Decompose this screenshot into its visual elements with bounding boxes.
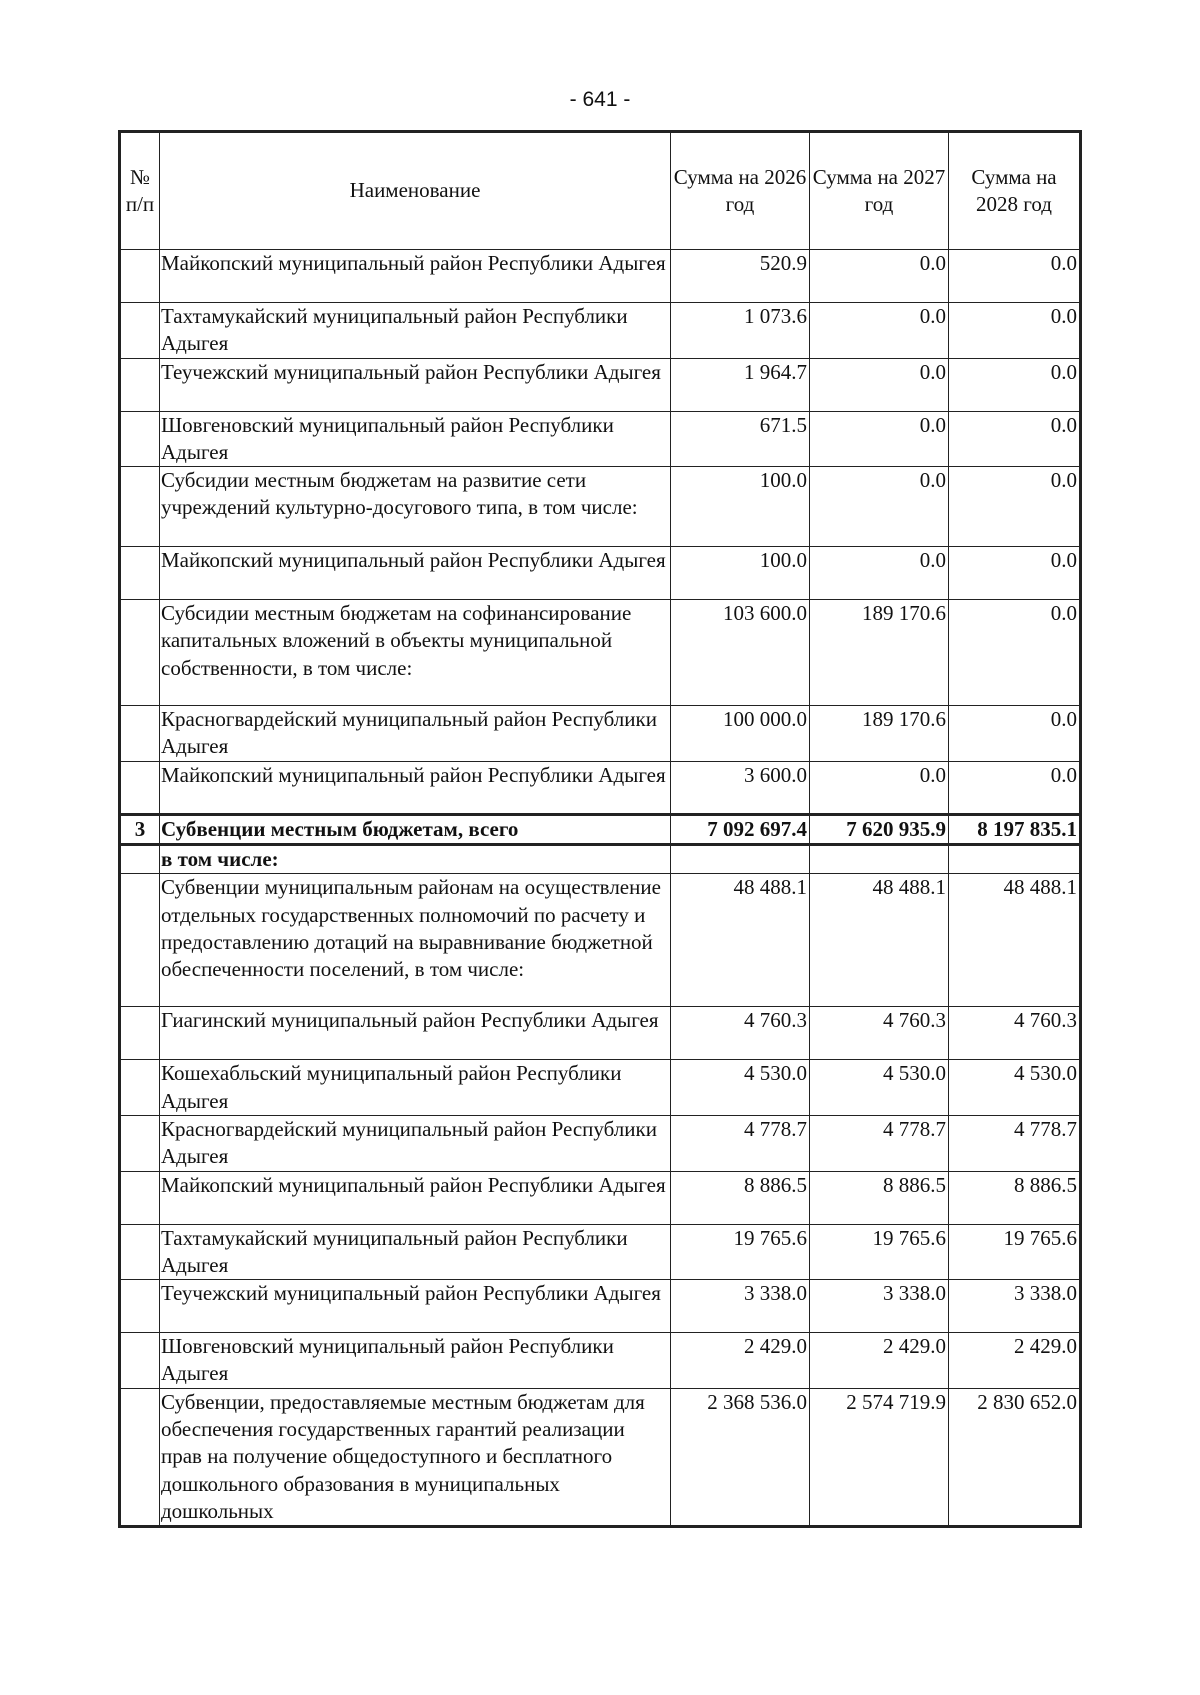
row-name-cell: Майкопский муниципальный район Республики Адыгея <box>160 250 671 303</box>
row-sum-2028-cell: 19 765.6 <box>949 1224 1081 1280</box>
row-sum-2027-cell: 4 760.3 <box>810 1007 949 1060</box>
row-sum-2027-cell: 4 778.7 <box>810 1115 949 1171</box>
row-sum-2026-cell: 19 765.6 <box>671 1224 810 1280</box>
table-row <box>120 1007 1081 1060</box>
row-number-cell <box>120 845 160 874</box>
row-number-cell <box>120 1060 160 1116</box>
table-row <box>120 411 1081 467</box>
row-sum-2028-cell: 0.0 <box>949 411 1081 467</box>
row-sum-2028-cell: 0.0 <box>949 467 1081 547</box>
row-sum-2027-cell: 4 530.0 <box>810 1060 949 1116</box>
row-sum-2028-cell <box>949 845 1081 874</box>
row-name-cell: Кошехабльский муниципальный район Республики Адыгея <box>160 1060 671 1116</box>
row-sum-2026-cell: 100.0 <box>671 547 810 600</box>
row-sum-2028-cell: 2 830 652.0 <box>949 1388 1081 1526</box>
header-sum-2028: Сумма на 2028 год <box>949 132 1081 250</box>
header-row <box>120 132 1081 250</box>
row-sum-2027-cell: 189 170.6 <box>810 706 949 762</box>
row-number-cell <box>120 467 160 547</box>
row-sum-2027-cell: 0.0 <box>810 250 949 303</box>
row-name-cell: Субвенции, предоставляемые местным бюджетам для обеспечения государственных гарантий реализации прав на получение общедоступного и бесплатного дошкольного образования в муниципальных дошкольных <box>160 1388 671 1526</box>
row-sum-2026-cell: 2 368 536.0 <box>671 1388 810 1526</box>
row-sum-2026-cell: 1 964.7 <box>671 358 810 411</box>
table-row <box>120 358 1081 411</box>
header-sum-2027: Сумма на 2027 год <box>810 132 949 250</box>
row-number-cell <box>120 1333 160 1389</box>
table-row <box>120 761 1081 814</box>
row-sum-2028-cell: 0.0 <box>949 706 1081 762</box>
row-sum-2028-cell: 0.0 <box>949 600 1081 706</box>
row-sum-2028-cell: 0.0 <box>949 303 1081 359</box>
row-number-cell <box>120 303 160 359</box>
row-sum-2027-cell: 7 620 935.9 <box>810 814 949 844</box>
header-sum-2026: Сумма на 2026 год <box>671 132 810 250</box>
row-sum-2027-cell: 0.0 <box>810 303 949 359</box>
row-sum-2027-cell: 2 429.0 <box>810 1333 949 1389</box>
row-sum-2027-cell: 189 170.6 <box>810 600 949 706</box>
row-sum-2027-cell: 0.0 <box>810 411 949 467</box>
row-sum-2028-cell: 4 530.0 <box>949 1060 1081 1116</box>
row-number-cell <box>120 1007 160 1060</box>
table-row <box>120 874 1081 1007</box>
row-sum-2026-cell: 3 338.0 <box>671 1280 810 1333</box>
row-sum-2028-cell: 0.0 <box>949 761 1081 814</box>
row-name-cell: Субсидии местным бюджетам на софинансирование капитальных вложений в объекты муниципальной собственности, в том числе: <box>160 600 671 706</box>
row-sum-2026-cell: 48 488.1 <box>671 874 810 1007</box>
row-number-cell <box>120 761 160 814</box>
row-name-cell: Субсидии местным бюджетам на развитие сети учреждений культурно-досугового типа, в том числе: <box>160 467 671 547</box>
table-row <box>120 1280 1081 1333</box>
row-sum-2027-cell: 0.0 <box>810 761 949 814</box>
row-name-cell: Тахтамукайский муниципальный район Республики Адыгея <box>160 1224 671 1280</box>
row-number-cell <box>120 600 160 706</box>
row-sum-2028-cell: 3 338.0 <box>949 1280 1081 1333</box>
row-sum-2026-cell <box>671 845 810 874</box>
row-sum-2026-cell: 4 778.7 <box>671 1115 810 1171</box>
row-sum-2026-cell: 7 092 697.4 <box>671 814 810 844</box>
table-body <box>120 250 1081 1527</box>
row-sum-2026-cell: 3 600.0 <box>671 761 810 814</box>
row-sum-2027-cell: 8 886.5 <box>810 1171 949 1224</box>
row-number-cell <box>120 358 160 411</box>
row-number-cell <box>120 547 160 600</box>
table-row <box>120 1224 1081 1280</box>
row-sum-2026-cell: 1 073.6 <box>671 303 810 359</box>
row-number-cell <box>120 1280 160 1333</box>
row-sum-2026-cell: 4 760.3 <box>671 1007 810 1060</box>
row-number-cell <box>120 1388 160 1526</box>
table-row <box>120 600 1081 706</box>
row-sum-2026-cell: 4 530.0 <box>671 1060 810 1116</box>
table-row <box>120 547 1081 600</box>
row-number-cell <box>120 1171 160 1224</box>
row-number-cell <box>120 706 160 762</box>
row-name-cell: Майкопский муниципальный район Республики Адыгея <box>160 547 671 600</box>
row-name-cell: Майкопский муниципальный район Республики Адыгея <box>160 761 671 814</box>
row-name-cell: Теучежский муниципальный район Республики Адыгея <box>160 358 671 411</box>
budget-table <box>118 130 1082 1528</box>
table-row <box>120 814 1081 844</box>
row-sum-2026-cell: 671.5 <box>671 411 810 467</box>
row-name-cell: Теучежский муниципальный район Республики Адыгея <box>160 1280 671 1333</box>
row-number-cell <box>120 411 160 467</box>
row-sum-2028-cell: 0.0 <box>949 358 1081 411</box>
row-number-cell: 3 <box>120 814 160 844</box>
header-number: № п/п <box>120 132 160 250</box>
row-sum-2027-cell: 3 338.0 <box>810 1280 949 1333</box>
row-sum-2028-cell: 0.0 <box>949 547 1081 600</box>
row-sum-2027-cell: 0.0 <box>810 467 949 547</box>
header-name: Наименование <box>160 132 671 250</box>
row-sum-2026-cell: 2 429.0 <box>671 1333 810 1389</box>
row-name-cell: Шовгеновский муниципальный район Республики Адыгея <box>160 411 671 467</box>
row-sum-2028-cell: 2 429.0 <box>949 1333 1081 1389</box>
row-name-cell: Шовгеновский муниципальный район Республики Адыгея <box>160 1333 671 1389</box>
row-name-cell: Субвенции муниципальным районам на осуществление отдельных государственных полномочий по расчету и предоставлению дотаций на выравнивание бюджетной обеспеченности поселений, в том числе: <box>160 874 671 1007</box>
row-sum-2028-cell: 0.0 <box>949 250 1081 303</box>
table-row <box>120 706 1081 762</box>
row-sum-2027-cell: 19 765.6 <box>810 1224 949 1280</box>
row-sum-2027-cell: 48 488.1 <box>810 874 949 1007</box>
page-number: - 641 - <box>569 88 631 111</box>
row-sum-2028-cell: 48 488.1 <box>949 874 1081 1007</box>
row-name-cell: в том числе: <box>160 845 671 874</box>
table-row <box>120 303 1081 359</box>
row-sum-2026-cell: 100.0 <box>671 467 810 547</box>
row-number-cell <box>120 1224 160 1280</box>
row-sum-2027-cell <box>810 845 949 874</box>
table-row <box>120 845 1081 874</box>
table-row <box>120 1388 1081 1526</box>
row-sum-2027-cell: 0.0 <box>810 547 949 600</box>
row-name-cell: Красногвардейский муниципальный район Республики Адыгея <box>160 706 671 762</box>
row-name-cell: Тахтамукайский муниципальный район Республики Адыгея <box>160 303 671 359</box>
table-row <box>120 467 1081 547</box>
row-number-cell <box>120 874 160 1007</box>
row-number-cell <box>120 1115 160 1171</box>
row-sum-2028-cell: 4 778.7 <box>949 1115 1081 1171</box>
row-sum-2026-cell: 8 886.5 <box>671 1171 810 1224</box>
row-sum-2028-cell: 4 760.3 <box>949 1007 1081 1060</box>
table-row <box>120 1171 1081 1224</box>
table-row <box>120 1060 1081 1116</box>
row-number-cell <box>120 250 160 303</box>
row-sum-2028-cell: 8 886.5 <box>949 1171 1081 1224</box>
row-sum-2027-cell: 2 574 719.9 <box>810 1388 949 1526</box>
row-sum-2028-cell: 8 197 835.1 <box>949 814 1081 844</box>
row-sum-2026-cell: 103 600.0 <box>671 600 810 706</box>
row-sum-2026-cell: 100 000.0 <box>671 706 810 762</box>
row-sum-2026-cell: 520.9 <box>671 250 810 303</box>
table-row <box>120 250 1081 303</box>
table-row <box>120 1115 1081 1171</box>
row-name-cell: Красногвардейский муниципальный район Республики Адыгея <box>160 1115 671 1171</box>
row-name-cell: Субвенции местным бюджетам, всего <box>160 814 671 844</box>
table-row <box>120 1333 1081 1389</box>
row-name-cell: Майкопский муниципальный район Республики Адыгея <box>160 1171 671 1224</box>
row-sum-2027-cell: 0.0 <box>810 358 949 411</box>
row-name-cell: Гиагинский муниципальный район Республики Адыгея <box>160 1007 671 1060</box>
